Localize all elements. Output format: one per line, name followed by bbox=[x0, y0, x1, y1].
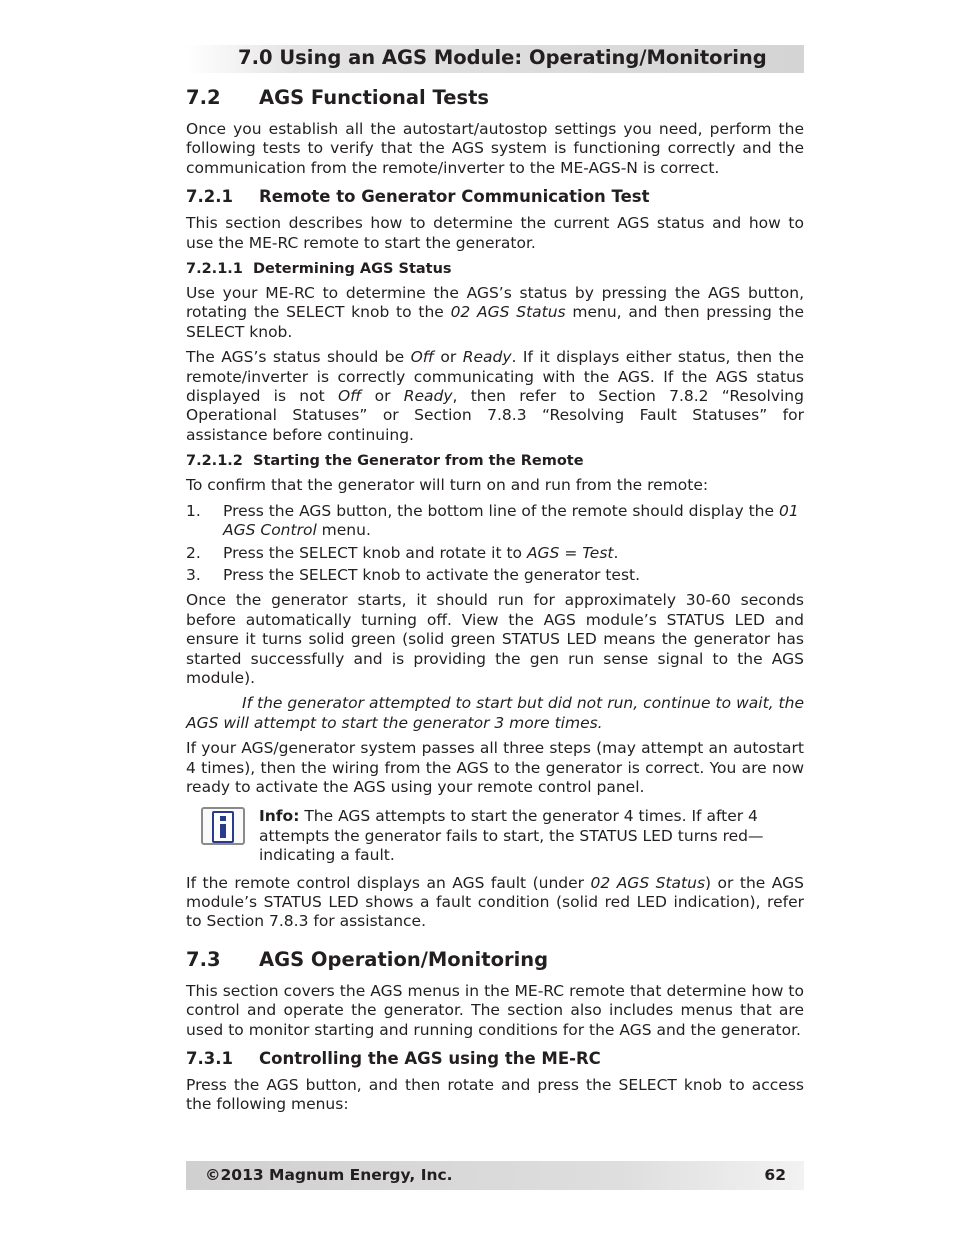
text-run: Use your ME-RC to determine the AGS’s status by pressing the AGS button, rotating the SELECT knob to the bbox=[186, 284, 804, 322]
section-7-3-1-paragraph: Press the AGS button, and then rotate and press the SELECT knob to access the following menus: bbox=[186, 1076, 804, 1114]
test-steps-list bbox=[186, 502, 804, 586]
text-run: ) or the AGS module’s STATUS LED shows a fault condition (solid red LED indication), refer to Section 7.8.3 for assistance. bbox=[186, 873, 804, 931]
text-run: If the remote control displays an AGS fault (under bbox=[186, 873, 591, 892]
footer-copyright: ©2013 Magnum Energy, Inc. bbox=[205, 1166, 453, 1184]
section-number: 7.3 bbox=[186, 947, 221, 971]
list-number: 1. bbox=[186, 501, 201, 520]
text-run: menu, and then pressing the SELECT knob. bbox=[186, 303, 804, 341]
info-icon bbox=[201, 807, 245, 845]
text-run: . bbox=[613, 543, 619, 562]
section-title: Determining AGS Status bbox=[253, 261, 452, 278]
section-title: Remote to Generator Communication Test bbox=[259, 187, 650, 207]
section-7-3-heading bbox=[186, 946, 804, 974]
status-name: Ready bbox=[403, 387, 453, 406]
menu-name: 02 AGS Status bbox=[590, 873, 706, 892]
section-number: 7.2.1 bbox=[186, 187, 233, 207]
info-icon-stem bbox=[220, 824, 226, 838]
info-text bbox=[259, 807, 804, 865]
section-number: 7.2.1.1 bbox=[186, 261, 243, 278]
section-number: 7.2 bbox=[186, 86, 221, 109]
section-7-2-1-1-heading bbox=[186, 259, 804, 279]
page-content bbox=[186, 84, 804, 1121]
section-7-2-heading bbox=[186, 84, 804, 112]
generator-run-paragraph: Once the generator starts, it should run for approximately 30-60 seconds before automatically turning off. View the AGS module’s STATUS LED and ensure it turns solid green (solid green STATUS LED means the generator has started successfully and is providing the gen run sense signal to the AGS module). bbox=[186, 591, 804, 687]
text-run: menu. bbox=[316, 521, 371, 540]
info-icon-frame bbox=[212, 811, 234, 843]
page-number: 62 bbox=[764, 1166, 786, 1184]
menu-name: 01 AGS Control bbox=[223, 501, 799, 540]
pass-paragraph: If your AGS/generator system passes all three steps (may attempt an autostart 4 times), then the wiring from the AGS to the generator is correct. You are now ready to activate the AGS using your remote control panel. bbox=[186, 739, 804, 796]
list-item bbox=[186, 544, 804, 563]
list-item bbox=[186, 566, 804, 585]
text-run: The AGS attempts to start the generator 4 times. If after 4 attempts the generator fails to start, the STATUS LED turns red—indicating a fault. bbox=[259, 807, 764, 865]
section-7-3-paragraph: This section covers the AGS menus in the ME-RC remote that determine how to control and operate the generator. The section also includes menus that are used to monitor starting and running conditions for the AGS and the generator. bbox=[186, 981, 804, 1039]
status-name: Off bbox=[410, 348, 434, 367]
text-run: or bbox=[361, 387, 404, 406]
ags-status-paragraph-1 bbox=[186, 284, 804, 342]
text-run: . If it displays either status, then the remote/inverter is correctly communicating with the AGS. If the AGS status displayed is not bbox=[186, 348, 804, 406]
retry-note: If the generator attempted to start but did not run, continue to wait, the AGS will attempt to start the generator 3 more times. bbox=[186, 694, 804, 732]
text-run: Press the SELECT knob to activate the generator test. bbox=[223, 565, 641, 584]
list-item bbox=[186, 502, 804, 541]
fault-paragraph bbox=[186, 874, 804, 932]
section-7-2-1-2-heading bbox=[186, 451, 804, 471]
info-icon-dot bbox=[220, 816, 226, 821]
status-name: Off bbox=[337, 387, 362, 406]
info-label: Info: bbox=[259, 807, 300, 826]
list-number: 3. bbox=[186, 565, 201, 584]
section-7-3-1-heading bbox=[186, 1048, 804, 1070]
section-title: AGS Operation/Monitoring bbox=[259, 947, 549, 971]
section-number: 7.2.1.2 bbox=[186, 453, 243, 470]
page-header bbox=[186, 45, 804, 73]
list-number: 2. bbox=[186, 543, 201, 562]
section-7-2-1-paragraph: This section describes how to determine the current AGS status and how to use the ME-RC remote to start the generator. bbox=[186, 214, 804, 252]
section-title: Controlling the AGS using the ME-RC bbox=[259, 1049, 601, 1069]
text-run: The AGS’s status should be bbox=[186, 348, 411, 367]
menu-value: AGS = Test bbox=[526, 543, 614, 562]
text-run: , then refer to Section 7.8.2 “Resolving Operational Statuses” or Section 7.8.3 “Resolving Fault Statuses” for assistance before continuing. bbox=[186, 387, 804, 444]
info-callout bbox=[186, 807, 804, 865]
text-run: or bbox=[433, 348, 463, 367]
section-number: 7.3.1 bbox=[186, 1049, 233, 1069]
section-7-2-paragraph: Once you establish all the autostart/autostop settings you need, perform the following tests to verify that the AGS system is functioning correctly and the communication from the remote/inverter to the ME-AGS-N is correct. bbox=[186, 120, 804, 177]
text-run: Press the AGS button, the bottom line of the remote should display the bbox=[223, 501, 779, 520]
status-name: Ready bbox=[462, 348, 512, 367]
ags-status-paragraph-2 bbox=[186, 348, 804, 445]
section-7-2-1-heading bbox=[186, 186, 804, 208]
page-footer bbox=[186, 1161, 804, 1190]
section-title: Starting the Generator from the Remote bbox=[253, 453, 584, 470]
section-title: AGS Functional Tests bbox=[259, 86, 489, 109]
test-intro-paragraph: To confirm that the generator will turn on and run from the remote: bbox=[186, 476, 709, 495]
text-run: Press the SELECT knob and rotate it to bbox=[223, 543, 527, 562]
page-header-title: 7.0 Using an AGS Module: Operating/Monitoring bbox=[238, 46, 767, 69]
menu-name: 02 AGS Status bbox=[450, 303, 566, 322]
